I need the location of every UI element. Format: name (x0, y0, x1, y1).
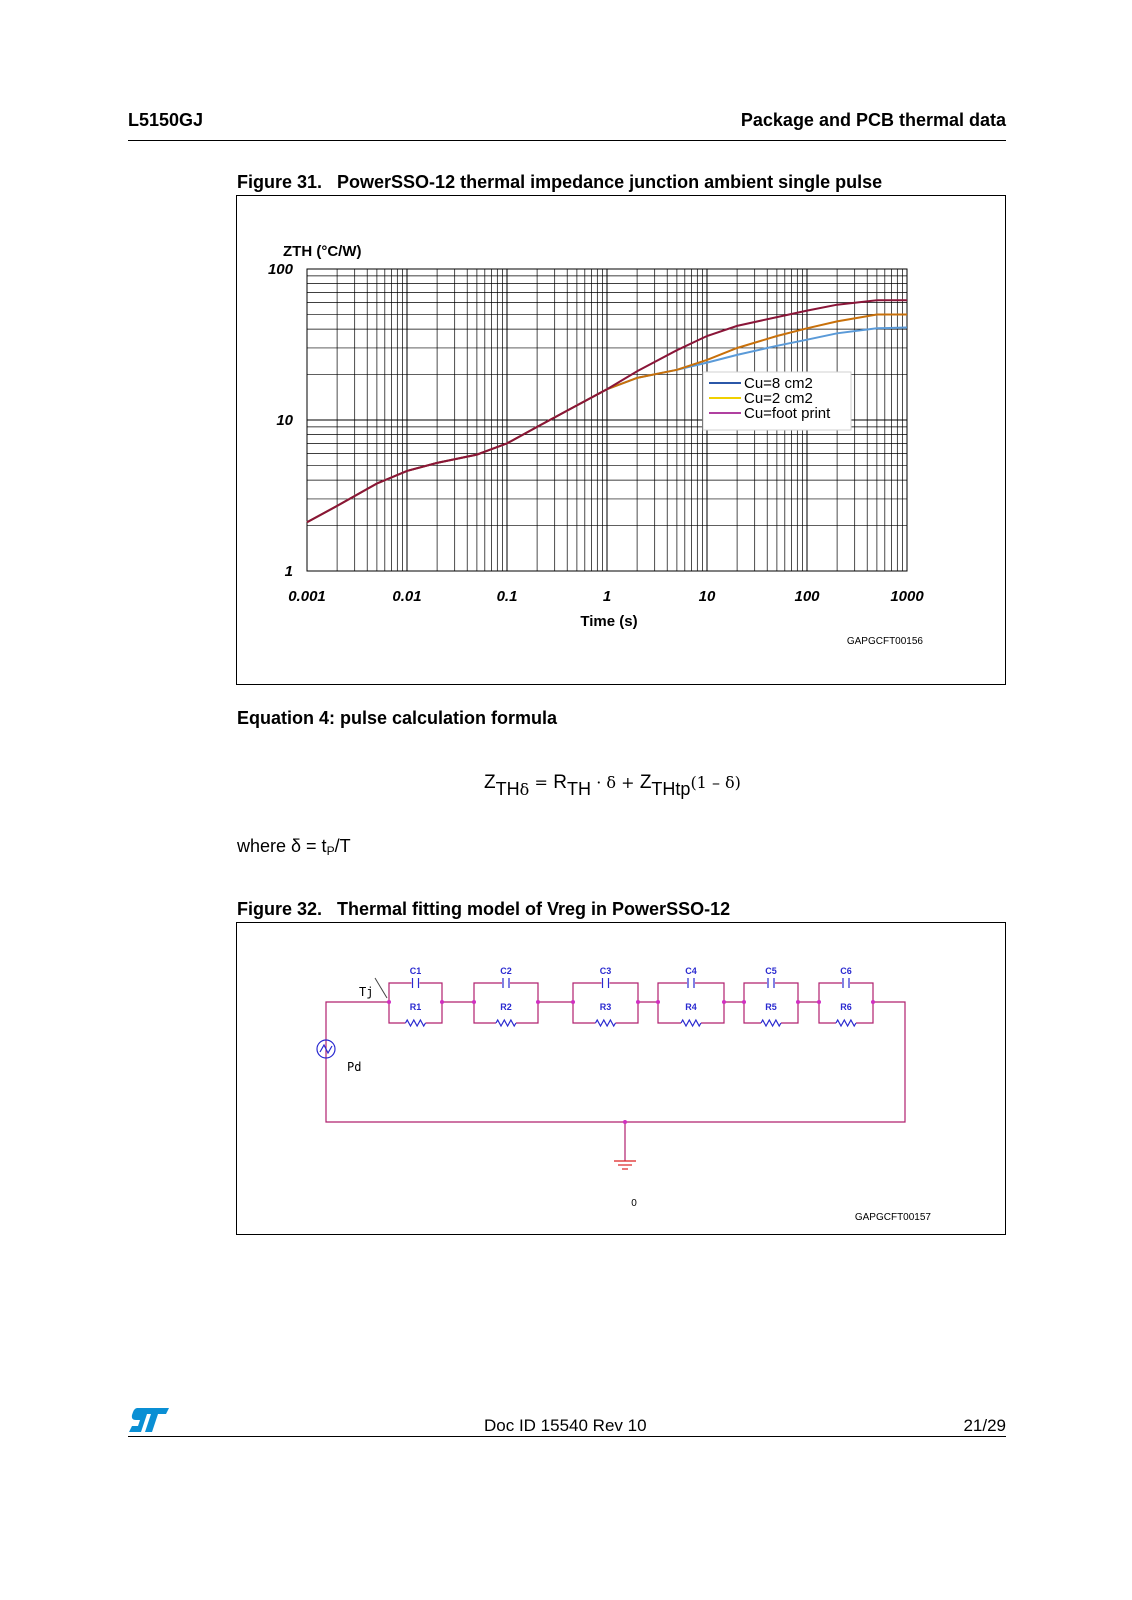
wire (819, 1002, 836, 1023)
wire (610, 983, 639, 1002)
legend-entry: Cu=foot print (744, 405, 831, 422)
wire (420, 983, 443, 1002)
figure31-code: GAPGCFT00156 (846, 636, 923, 647)
equation-title: Equation 4: pulse calculation formula (237, 708, 558, 728)
junction-dot (656, 1000, 660, 1004)
x-tick-label: 0.1 (496, 588, 518, 605)
capacitor-label: C4 (685, 966, 697, 976)
y-tick-label: 100 (267, 261, 293, 278)
capacitor-label: C3 (599, 966, 612, 976)
resistor-symbol (761, 1020, 781, 1026)
junction-dot (536, 1000, 540, 1004)
resistor-symbol (496, 1020, 516, 1026)
formula-r-sub: TH (566, 779, 591, 799)
formula-z2: Z (639, 772, 652, 793)
x-tick-label: 0.01 (392, 588, 422, 605)
where-suffix: /T (334, 836, 351, 856)
wire (326, 1002, 389, 1063)
resistor-label: R5 (765, 1002, 777, 1012)
resistor-label: R6 (840, 1002, 852, 1012)
capacitor-label: C2 (500, 966, 512, 976)
figure32-caption: Figure 32. Thermal fitting model of Vreg in PowerSSO-12 (237, 899, 731, 919)
junction-dot (440, 1000, 444, 1004)
x-tick-label: 1000 (890, 588, 924, 605)
tj-pointer (375, 978, 387, 998)
figure31-frame (236, 195, 1006, 685)
capacitor-label: C6 (840, 966, 852, 976)
formula-r: R (553, 772, 567, 793)
formula-z-sub: TH (495, 779, 520, 799)
pulse-formula (484, 772, 741, 800)
resistor-symbol (406, 1020, 426, 1026)
resistor-label: R3 (599, 1002, 612, 1012)
x-tick-label: 1 (602, 588, 612, 605)
wire (781, 1002, 798, 1023)
st-logo (127, 1406, 171, 1439)
capacitor-label: C5 (765, 966, 777, 976)
capacitor-label: C1 (409, 966, 422, 976)
junction-dot (796, 1000, 800, 1004)
resistor-symbol (596, 1020, 616, 1026)
resistor-label: R1 (409, 1002, 422, 1012)
wire (616, 1002, 639, 1023)
wire (856, 1002, 873, 1023)
wire (744, 1002, 761, 1023)
wire (573, 1002, 596, 1023)
x-tick-label: 10 (698, 588, 716, 605)
formula-tail: (1 – δ) (690, 773, 741, 792)
y-tick-label: 10 (276, 412, 293, 429)
where-sub: P (326, 844, 335, 858)
wire (850, 983, 873, 1002)
formula-z: Z (484, 772, 496, 793)
x-tick-label: 100 (794, 588, 820, 605)
junction-dot (623, 1120, 627, 1124)
footer-rule (128, 1436, 1006, 1437)
formula-z2-sub: THtp (651, 779, 691, 799)
page-number: 21/29 (963, 1416, 1006, 1435)
wire (426, 1002, 443, 1023)
wire (573, 983, 602, 1002)
x-tick-label: 0.001 (288, 588, 326, 605)
where-prefix: where δ = t (237, 836, 327, 856)
resistor-label: R4 (685, 1002, 697, 1012)
y-tick-label: 1 (284, 563, 293, 580)
figure31-caption: Figure 31. PowerSSO-12 thermal impedance junction ambient single pulse (237, 172, 883, 192)
junction-dot (571, 1000, 575, 1004)
junction-dot (636, 1000, 640, 1004)
wire (658, 1002, 681, 1023)
junction-dot (742, 1000, 746, 1004)
formula-equals: = (534, 773, 548, 792)
wire (326, 1002, 905, 1122)
formula-delta: δ (519, 780, 530, 799)
wire (775, 983, 798, 1002)
doc-part-number: L5150GJ (128, 110, 204, 130)
figure32-frame (236, 922, 1006, 1235)
x-axis-label: Time (s) (580, 613, 638, 630)
y-axis-label: ZTH (°C/W) (283, 243, 362, 260)
where-text (237, 836, 351, 858)
formula-mid: · δ + (596, 773, 635, 792)
wire (744, 983, 767, 1002)
junction-dot (817, 1000, 821, 1004)
doc-id: Doc ID 15540 Rev 10 (484, 1416, 647, 1435)
wire (389, 983, 412, 1002)
resistor-symbol (836, 1020, 856, 1026)
wire (510, 983, 538, 1002)
wire (658, 983, 687, 1002)
st-logo-icon (127, 1406, 171, 1434)
thermal-impedance-chart (237, 196, 1005, 684)
header-rule (128, 140, 1006, 141)
wire (701, 1002, 724, 1023)
pd-label: Pd (347, 1060, 362, 1074)
wire (474, 1002, 496, 1023)
section-title: Package and PCB thermal data (740, 110, 1006, 130)
resistor-symbol (681, 1020, 701, 1026)
legend-entry: Cu=2 cm2 (744, 390, 813, 407)
thermal-circuit-diagram (237, 923, 1005, 1234)
junction-dot (722, 1000, 726, 1004)
ground-label: 0 (631, 1198, 637, 1209)
chart-legend (703, 372, 851, 430)
wire (516, 1002, 538, 1023)
junction-dot (387, 1000, 391, 1004)
wire (695, 983, 724, 1002)
wire (819, 983, 842, 1002)
junction-dot (871, 1000, 875, 1004)
tj-label: Tj (359, 985, 374, 999)
resistor-label: R2 (500, 1002, 512, 1012)
wire (389, 1002, 406, 1023)
wire (474, 983, 502, 1002)
figure32-code: GAPGCFT00157 (854, 1212, 931, 1223)
legend-entry: Cu=8 cm2 (744, 375, 813, 392)
junction-dot (472, 1000, 476, 1004)
